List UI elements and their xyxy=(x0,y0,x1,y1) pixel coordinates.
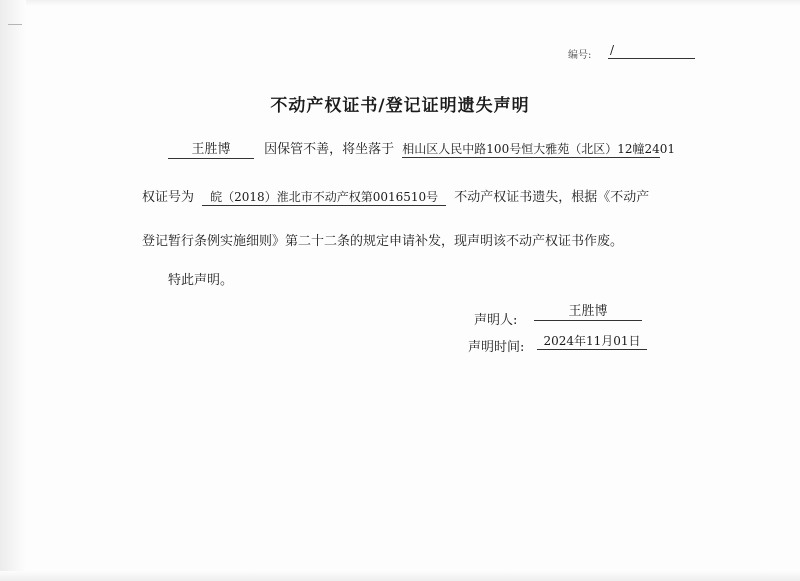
closing-statement: 特此声明。 xyxy=(168,273,234,288)
date-label: 声明时间: xyxy=(468,340,525,355)
scan-edge-left xyxy=(0,0,26,581)
line2-text: 不动产权证书遗失，根据《不动产 xyxy=(454,190,650,205)
declarant-label: 声明人: xyxy=(474,313,518,328)
scan-mark xyxy=(8,24,22,25)
document-number-field: / xyxy=(608,43,695,59)
scan-edge-bottom xyxy=(0,571,800,581)
property-address-field: 相山区人民中路100号恒大雅苑（北区）12幢2401 xyxy=(402,142,676,156)
line2-label: 权证号为 xyxy=(142,190,195,205)
paragraph-line-3: 登记暂行条例实施细则》第二十二条的规定申请补发，现声明该不动产权证书作废。 xyxy=(142,234,624,249)
owner-name-field: 王胜博 xyxy=(168,142,254,159)
certificate-number-field: 皖（2018）淮北市不动产权第0016510号 xyxy=(202,189,446,206)
paragraph-line-1 xyxy=(168,141,676,159)
paragraph-line-2 xyxy=(142,189,649,207)
declaration-date-field: 2024年11月01日 xyxy=(537,333,647,350)
document-number-label: 编号: xyxy=(568,50,592,61)
line1-text: 因保管不善，将坐落于 xyxy=(264,142,395,157)
scan-edge-top xyxy=(0,0,800,6)
document-title: 不动产权证书/登记证明遗失声明 xyxy=(270,96,530,116)
declarant-name-field: 王胜博 xyxy=(534,304,642,321)
